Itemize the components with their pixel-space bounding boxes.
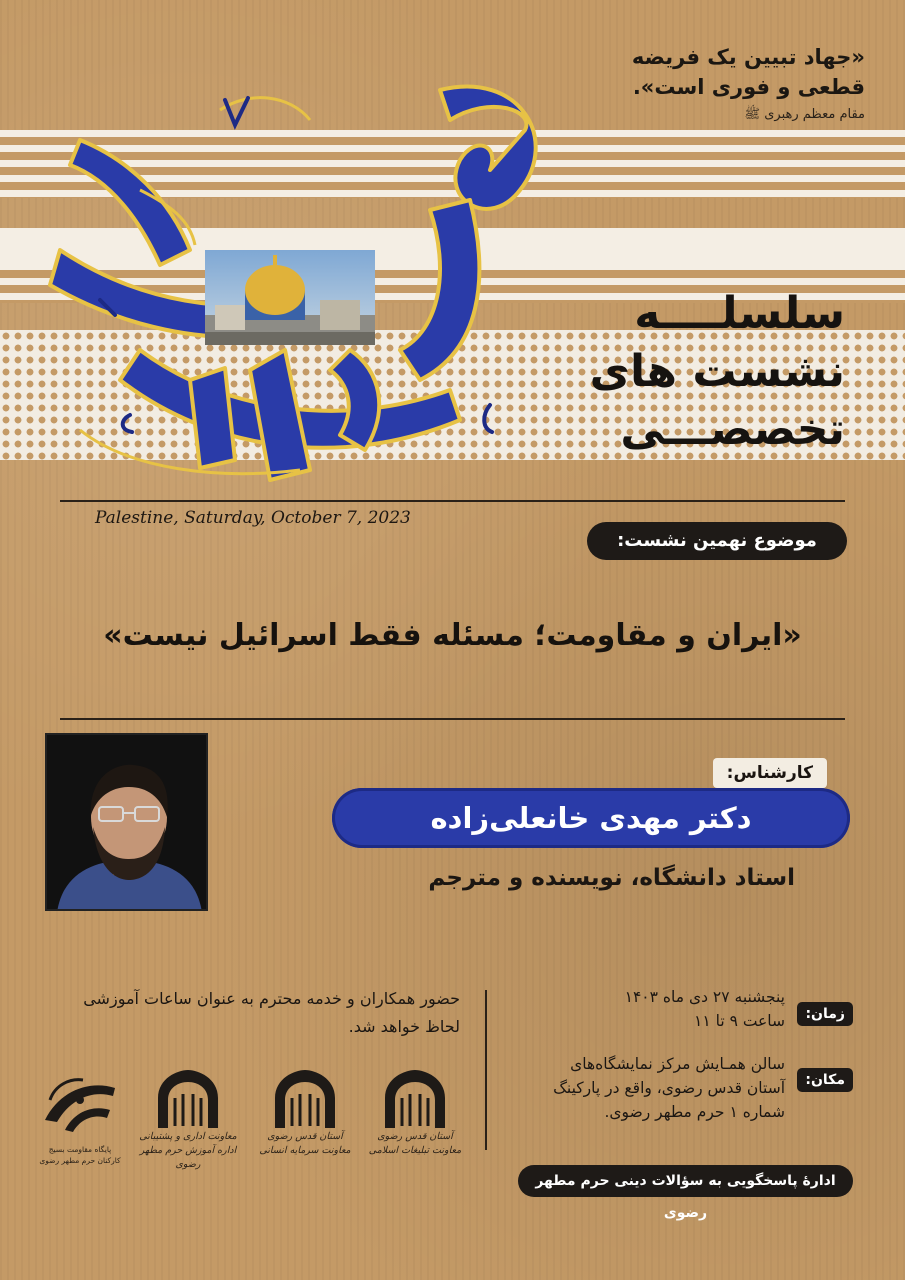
karangan-line-2: کارکنان حرم مطهر رضوی	[39, 1156, 121, 1165]
astan-quds-emblem-icon	[153, 1068, 223, 1130]
divider-middle	[60, 718, 845, 720]
organizer-footer: ادارهٔ پاسخگویی به سؤالات دینی حرم مطهر رضوی	[518, 1165, 853, 1197]
session-headline: «ایران و مقاومت؛ مسئله فقط اسرائیل نیست»	[103, 618, 802, 653]
time-label-badge: زمان:	[797, 1002, 853, 1026]
sponsor-logo-edari	[128, 1068, 248, 1172]
series-line-2: نشست های	[589, 346, 845, 397]
expert-name: دکتر مهدی خانعلی‌زاده	[332, 788, 850, 848]
sponsor-2-line-2: معاونت سرمایه انسانی	[259, 1145, 351, 1156]
event-date-english: Palestine, Saturday, October 7, 2023	[95, 508, 411, 528]
time-line-1: پنجشنبه ۲۷ دی ماه ۱۴۰۳	[624, 988, 785, 1006]
expert-label: کارشناس:	[713, 758, 827, 788]
place-line-1: سالن همـایش مرکز نمایشگاه‌های	[570, 1055, 785, 1073]
topic-label: موضوع نهمین نشست:	[587, 522, 847, 560]
details-divider	[485, 990, 487, 1150]
series-line-3: تخصصـــی	[620, 404, 845, 455]
al-aqsa-dome-icon	[205, 250, 375, 345]
sponsor-3-line-2: اداره آموزش حرم مطهر رضوی	[139, 1145, 237, 1170]
quote-line-1: «جهاد تبیین یک فریضه	[631, 45, 865, 69]
sponsor-logo-sarmaye	[245, 1068, 365, 1158]
series-line-1: سلسلــــه	[634, 288, 845, 339]
place-label-badge: مکان:	[797, 1068, 853, 1092]
attendance-line-2: لحاظ خواهد شد.	[348, 1017, 460, 1036]
sponsor-3-line-1: معاونت اداری و پشتیبانی	[139, 1131, 237, 1142]
sponsor-1-line-1: آستان قدس رضوی	[377, 1131, 453, 1142]
expert-description: استاد دانشگاه، نویسنده و مترجم	[428, 865, 795, 891]
sponsor-1-line-2: معاونت تبلیغات اسلامی	[368, 1145, 462, 1156]
series-title	[590, 285, 845, 459]
leader-quote	[565, 42, 865, 125]
karangan-logo	[30, 1070, 130, 1166]
attendance-line-1: حضور همکاران و خدمه محترم به عنوان ساعات آموزشی	[83, 989, 460, 1008]
karangan-calligraphy-icon	[35, 1070, 125, 1140]
sponsor-2-line-1: آستان قدس رضوی	[267, 1131, 343, 1142]
sponsor-logo-tablighat	[355, 1068, 475, 1158]
place-line-3: شماره ۱ حرم مطهر رضوی.	[604, 1103, 785, 1121]
place-details	[495, 1052, 785, 1124]
time-details	[525, 985, 785, 1033]
astan-quds-emblem-icon	[270, 1068, 340, 1130]
fath-calligraphy-logo	[20, 50, 560, 490]
quote-source: مقام معظم رهبری ﷺ	[744, 107, 865, 122]
time-line-2: ساعت ۹ تا ۱۱	[694, 1012, 785, 1030]
astan-quds-emblem-icon	[380, 1068, 450, 1130]
quote-line-2: قطعی و فوری است».	[632, 75, 865, 99]
expert-photo	[45, 733, 208, 911]
karangan-line-1: پایگاه مقاومت بسیج	[48, 1145, 112, 1154]
divider-top	[60, 500, 845, 502]
place-line-2: آستان قدس رضوی، واقع در پارکینگ	[553, 1079, 785, 1097]
expert-portrait-icon	[47, 735, 208, 911]
attendance-note	[40, 985, 460, 1041]
